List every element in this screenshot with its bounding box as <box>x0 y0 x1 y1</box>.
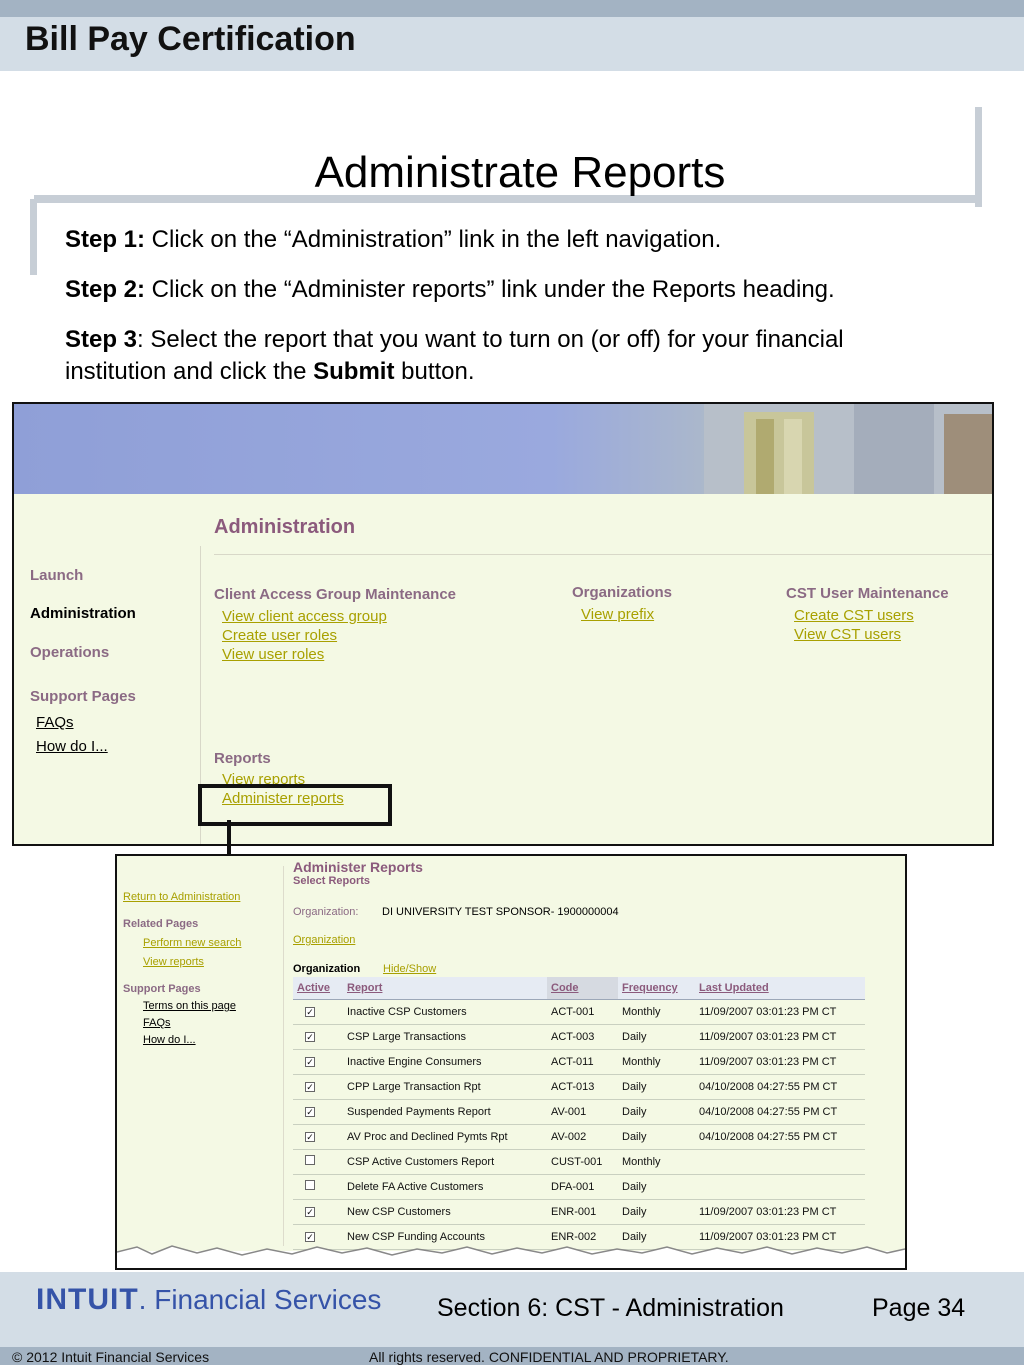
nav-administration[interactable]: Administration <box>30 605 136 622</box>
step-1-label: Step 1: <box>65 226 146 253</box>
header-title: Bill Pay Certification <box>25 20 356 58</box>
table-header-row <box>293 977 865 999</box>
frequency-cell: Daily <box>618 1024 695 1049</box>
nav-support-pages: Support Pages <box>30 688 136 705</box>
step-2-text: Click on the “Administer reports” link under the Reports heading. <box>145 276 835 303</box>
support-pages-heading: Support Pages <box>123 983 201 995</box>
section-label: Section 6: CST - Administration <box>437 1294 784 1322</box>
table-row <box>293 1024 865 1049</box>
banner-building-image <box>704 404 992 494</box>
administer-reports-screenshot <box>115 854 907 1270</box>
step-3-label: Step 3 <box>65 326 138 353</box>
col-active[interactable]: Active <box>293 977 343 999</box>
faqs-link-2[interactable]: FAQs <box>143 1017 171 1029</box>
organization-value: DI UNIVERSITY TEST SPONSOR- 1900000004 <box>382 906 619 918</box>
report-cell: New CSP Customers <box>343 1199 547 1224</box>
active-checkbox[interactable]: ✓ <box>306 1106 314 1117</box>
frequency-cell: Daily <box>618 1174 695 1199</box>
report-cell: Inactive CSP Customers <box>343 999 547 1024</box>
frequency-cell: Daily <box>618 1099 695 1124</box>
code-cell: DFA-001 <box>547 1174 618 1199</box>
frequency-cell: Daily <box>618 1224 695 1249</box>
reports-table <box>293 977 865 1250</box>
active-cell <box>293 1049 343 1074</box>
step-3-text: : Select the report that you want to turn on (or off) for your financial institution and click the <box>65 326 844 385</box>
cst-user-maintenance-heading: CST User Maintenance <box>786 585 949 602</box>
active-checkbox[interactable]: ✓ <box>306 1081 314 1092</box>
create-cst-users-link[interactable]: Create CST users <box>794 607 914 624</box>
organization-label: Organization: <box>293 906 359 918</box>
administration-heading: Administration <box>214 516 356 538</box>
active-cell <box>293 1199 343 1224</box>
code-cell: ACT-013 <box>547 1074 618 1099</box>
updated-cell: 11/09/2007 03:01:23 PM CT <box>695 1049 865 1074</box>
view-user-roles-link[interactable]: View user roles <box>222 646 325 663</box>
step-1-text: Click on the “Administration” link in the left navigation. <box>145 226 722 253</box>
updated-cell <box>695 1149 865 1174</box>
table-row <box>293 999 865 1024</box>
left-nav-divider <box>283 866 284 1246</box>
updated-cell: 11/09/2007 03:01:23 PM CT <box>695 999 865 1024</box>
table-row <box>293 1099 865 1124</box>
nav-operations[interactable]: Operations <box>30 644 110 661</box>
related-pages-heading: Related Pages <box>123 918 199 930</box>
page-heading: Administrate Reports <box>314 148 726 197</box>
active-cell <box>293 1149 343 1174</box>
select-reports-subtitle: Select Reports <box>293 875 371 887</box>
nav-how-do-i-link[interactable]: How do I... <box>36 738 108 755</box>
updated-cell: 04/10/2008 04:27:55 PM CT <box>695 1124 865 1149</box>
frequency-cell: Monthly <box>618 1049 695 1074</box>
active-cell <box>293 1074 343 1099</box>
report-cell: Delete FA Active Customers <box>343 1174 547 1199</box>
active-checkbox[interactable]: ✓ <box>306 1031 314 1042</box>
how-do-i-link-2[interactable]: How do I... <box>143 1034 196 1046</box>
organization-link[interactable]: Organization <box>293 934 356 946</box>
administration-screenshot <box>12 402 994 846</box>
view-client-access-group-link[interactable]: View client access group <box>222 608 387 625</box>
terms-on-this-page-link[interactable]: Terms on this page <box>143 1000 236 1012</box>
col-code[interactable]: Code <box>547 977 618 999</box>
step-3 <box>65 324 945 388</box>
active-cell <box>293 999 343 1024</box>
organization-section-label: Organization <box>293 963 361 975</box>
updated-cell: 11/09/2007 03:01:23 PM CT <box>695 1224 865 1249</box>
view-prefix-link[interactable]: View prefix <box>581 606 655 623</box>
view-cst-users-link[interactable]: View CST users <box>794 626 901 643</box>
active-checkbox[interactable] <box>305 1155 315 1165</box>
table-row <box>293 1174 865 1199</box>
active-cell <box>293 1124 343 1149</box>
code-cell: CUST-001 <box>547 1149 618 1174</box>
report-cell: CSP Active Customers Report <box>343 1149 547 1174</box>
active-checkbox[interactable]: ✓ <box>306 1131 314 1142</box>
table-row <box>293 1049 865 1074</box>
copyright-text: © 2012 Intuit Financial Services <box>12 1349 210 1365</box>
client-access-heading: Client Access Group Maintenance <box>214 586 457 603</box>
code-cell: ENR-002 <box>547 1224 618 1249</box>
updated-cell <box>695 1174 865 1199</box>
col-frequency[interactable]: Frequency <box>618 977 695 999</box>
code-cell: ACT-001 <box>547 999 618 1024</box>
create-user-roles-link[interactable]: Create user roles <box>222 627 338 644</box>
code-cell: ENR-001 <box>547 1199 618 1224</box>
page-number: Page 34 <box>872 1294 966 1322</box>
active-checkbox[interactable]: ✓ <box>306 1206 314 1217</box>
step-3-text-end: button. <box>394 358 475 385</box>
frequency-cell: Daily <box>618 1199 695 1224</box>
updated-cell: 11/09/2007 03:01:23 PM CT <box>695 1024 865 1049</box>
step-2 <box>65 274 965 306</box>
table-row <box>293 1149 865 1174</box>
nav-launch[interactable]: Launch <box>30 567 84 584</box>
rights-text: All rights reserved. CONFIDENTIAL AND PROPRIETARY. <box>369 1349 729 1365</box>
report-cell: New CSP Funding Accounts <box>343 1224 547 1249</box>
code-cell: ACT-003 <box>547 1024 618 1049</box>
step-3-submit: Submit <box>313 358 395 385</box>
active-cell <box>293 1174 343 1199</box>
view-reports-link-2[interactable]: View reports <box>143 956 204 968</box>
return-to-administration-link[interactable]: Return to Administration <box>123 891 241 903</box>
view-reports-link[interactable]: View reports <box>222 771 306 788</box>
report-cell: Inactive Engine Consumers <box>343 1049 547 1074</box>
administer-reports-link[interactable]: Administer reports <box>222 790 344 807</box>
frequency-cell: Monthly <box>618 999 695 1024</box>
frequency-cell: Daily <box>618 1124 695 1149</box>
step-2-label: Step 2: <box>65 276 146 303</box>
code-cell: AV-002 <box>547 1124 618 1149</box>
perform-new-search-link[interactable]: Perform new search <box>143 937 242 949</box>
administer-reports-title: Administer Reports <box>293 859 423 875</box>
logo-intuit-text: INTUIT <box>36 1283 139 1316</box>
report-cell: CPP Large Transaction Rpt <box>343 1074 547 1099</box>
heading-divider <box>214 554 994 555</box>
active-checkbox[interactable]: ✓ <box>306 1231 314 1242</box>
frame-left-border <box>30 199 37 275</box>
active-checkbox[interactable]: ✓ <box>306 1006 314 1017</box>
active-checkbox[interactable] <box>305 1180 315 1190</box>
active-cell <box>293 1024 343 1049</box>
updated-cell: 04/10/2008 04:27:55 PM CT <box>695 1074 865 1099</box>
intuit-financial-services-logo <box>36 1283 381 1317</box>
col-report[interactable]: Report <box>343 977 547 999</box>
active-cell <box>293 1099 343 1124</box>
report-cell: CSP Large Transactions <box>343 1024 547 1049</box>
step-1 <box>65 224 965 256</box>
table-row <box>293 1199 865 1224</box>
code-cell: AV-001 <box>547 1099 618 1124</box>
code-cell: ACT-011 <box>547 1049 618 1074</box>
nav-faqs-link[interactable]: FAQs <box>36 714 74 731</box>
torn-edge <box>117 1244 905 1270</box>
updated-cell: 04/10/2008 04:27:55 PM CT <box>695 1099 865 1124</box>
active-checkbox[interactable]: ✓ <box>306 1056 314 1067</box>
table-row <box>293 1124 865 1149</box>
updated-cell: 11/09/2007 03:01:23 PM CT <box>695 1199 865 1224</box>
reports-heading: Reports <box>214 750 271 767</box>
top-strip <box>0 0 1024 17</box>
frequency-cell: Monthly <box>618 1149 695 1174</box>
logo-financial-services-text: . Financial Services <box>138 1284 382 1315</box>
report-cell: Suspended Payments Report <box>343 1099 547 1124</box>
frequency-cell: Daily <box>618 1074 695 1099</box>
hide-show-link[interactable]: Hide/Show <box>383 963 437 975</box>
table-row <box>293 1074 865 1099</box>
col-last-updated[interactable]: Last Updated <box>695 977 865 999</box>
organizations-heading: Organizations <box>572 584 673 601</box>
report-cell: AV Proc and Declined Pymts Rpt <box>343 1124 547 1149</box>
